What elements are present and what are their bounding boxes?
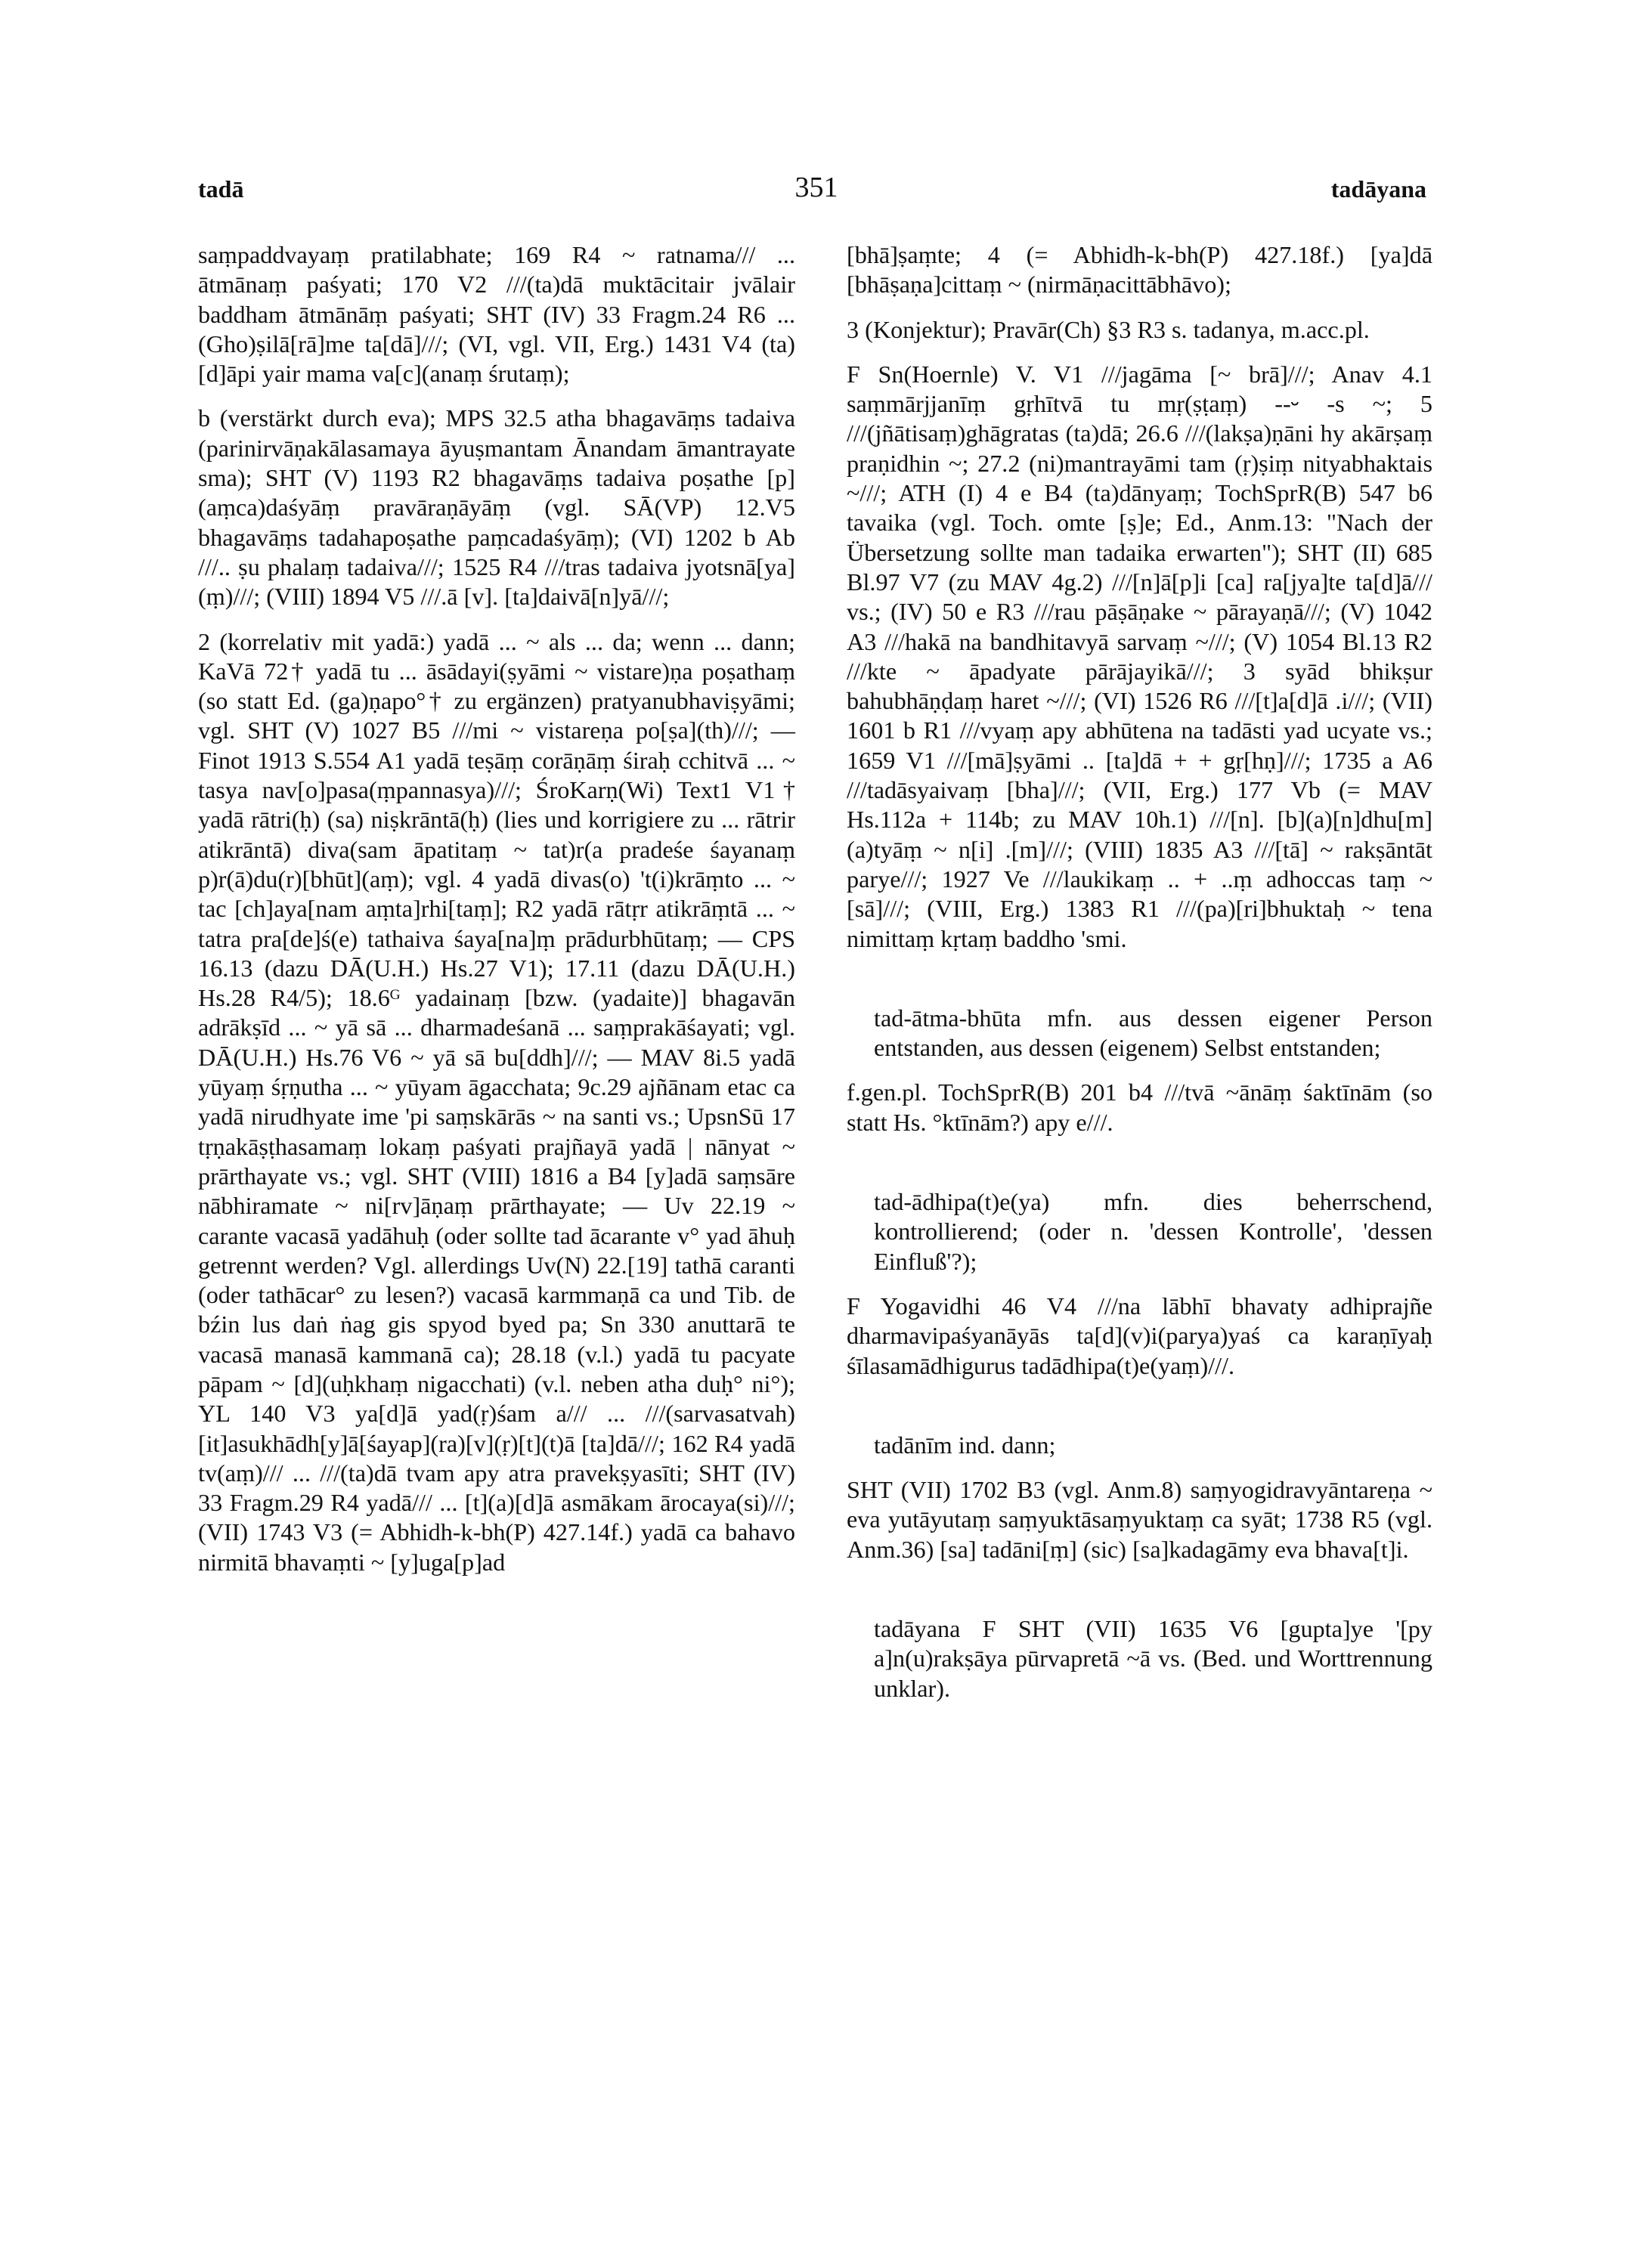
right-column (847, 240, 1432, 1703)
entry-paragraph: SHT (VII) 1702 B3 (vgl. Anm.8) saṃyogidravyāntareṇa ~ eva yutāyutaṃ saṃyuktāsaṃyuktaṃ ca syāt; 1738 R5 (vgl. Anm.36) [sa] tadāni[ṃ] (sic) [sa]kadagāmy eva bhava[t]i. (847, 1476, 1432, 1563)
lemma-entry: tadānīm ind. dann; (874, 1431, 1056, 1459)
entry-paragraph: F Sn(Hoernle) V. V1 ///jagāma [~ brā]///; Anav 4.1 saṃmārjjanīṃ gṛhītvā tu mṛ(ṣṭaṃ) --⏑ -s ~; 5 ///(jñātisaṃ)ghāgratas (ta)dā; 26.6 ///(lakṣa)ṇāni hy akārṣaṃ praṇidhin ~; 27.2 (ni)mantrayāmi tam (ṛ)ṣiṃ nityabhaktais ~///; ATH (I) 4 e B4 (ta)dānyaṃ; TochSprR(B) 547 b6 tavaika (vgl. Toch. omte [ṣ]e; Ed., Anm.13: "Nach der Übersetzung sollte man tadaika erwarten"); SHT (II) 685 Bl.97 V7 (zu MAV 4g.2) ///[n]ā[p]i [ca] ra[jya]te ta[d]ā/// vs.; (IV) 50 e R3 ///rau pāṣāṇake ~ pārayaṇā///; (V) 1042 A3 ///hakā na bandhitavyā sarvaṃ ~///; (V) 1054 Bl.13 R2 ///kte ~ āpadyate pārājayikā///; 3 syād bhikṣur bahubhāṇḍaṃ haret ~///; (VI) 1526 R6 ///[t]a[d]ā .i///; (VII) 1601 b R1 ///vyaṃ apy abhūtena na tadāsti yad ucyate vs.; 1659 V1 ///[mā]ṣyāmi .. [ta]dā + + gṛ[hṇ]///; 1735 a A6 ///tadāsyaivaṃ [bha]///; (VII, Erg.) 177 Vb (= MAV Hs.112a + 114b; zu MAV 10h.1) ///[n]. [b](a)[n]dhu[m](a)tyāṃ ~ n[i] .[m]///; (VIII) 1835 A3 ///[tā] ~ rakṣāntāt parye///; 1927 Ve ///laukikaṃ .. + ..ṃ adhoccas taṃ ~ [sā]///; (VIII, Erg.) 1383 R1 ///(pa)[ri]bhuktaḥ ~ tena nimittaṃ kṛtaṃ baddho 'smi. (847, 360, 1432, 952)
lemma-entry: tad-ātma-bhūta mfn. aus dessen eigener Person entstanden, aus dessen (eigenem) Selbst entstanden; (874, 1004, 1432, 1062)
running-head-left: tadā (198, 175, 244, 203)
entry-paragraph: [bhā]ṣaṃte; 4 (= Abhidh-k-bh(P) 427.18f.) [ya]dā [bhāṣaṇa]cittaṃ ~ (nirmāṇacittābhāvo); (847, 241, 1432, 299)
lemma-entry: tadāyana F SHT (VII) 1635 V6 [gupta]ye '[py a]n(u)rakṣāya pūrvapretā ~ā vs. (Bed. und Worttrennung unklar). (874, 1614, 1432, 1702)
lemma-entry: tad-ādhipa(t)e(ya) mfn. dies beherrschend, kontrollierend; (oder n. 'dessen Kontrolle', 'dessen Einfluß'?); (874, 1188, 1432, 1275)
entry-paragraph: b (verstärkt durch eva); MPS 32.5 atha bhagavāṃs tadaiva (parinirvāṇakālasamaya āyuṣmantam Ānandam āmantrayate sma); SHT (V) 1193 R2 bhagavāṃs tadaiva poṣathe [p](aṃca)daśyāṃ pravāraṇāyāṃ (vgl. SĀ(VP) 12.V5 bhagavāṃs tadahapoṣathe paṃcadaśyāṃ); (VI) 1202 b Ab ///.. ṣu phalaṃ tadaiva///; 1525 R4 ///tras tadaiva jyotsnā[ya](ṃ)///; (VIII) 1894 V5 ///.ā [v]. [ta]daivā[n]yā///; (198, 404, 795, 611)
entry-paragraph: 2 (korrelativ mit yadā:) yadā ... ~ als ... da; wenn ... dann; KaVā 72† yadā tu ... āsādayi(ṣyāmi ~ vistare)ṇa poṣathaṃ (so statt Ed. (ga)ṇapo°† zu ergänzen) pratyanubhaviṣyāmi; vgl. SHT (V) 1027 B5 ///mi ~ vistareṇa po[ṣa](th)///; — Finot 1913 S.554 A1 yadā teṣāṃ corāṇāṃ śiraḥ cchitvā ... ~ tasya nav[o]pasa(ṃpannasya)///; ŚroKarṇ(Wi) Text1 V1† yadā rātri(ḥ) (sa) niṣkrāntā(ḥ) (lies und korrigiere zu ... rātrir atikrāntā) diva(sam āpatitaṃ ~ tat)r(a pradeśe śayanaṃ p)r(ā)du(r)[bhūt](aṃ); vgl. 4 yadā divas(o) 't(i)krāṃto ... ~ tac [ch]aya[nam aṃta]rhi[taṃ]; R2 yadā rātṛr atikrāṃtā ... ~ tatra pra[de]ś(e) tathaiva śaya[na]ṃ prādurbhūtaṃ; — CPS 16.13 (dazu DĀ(U.H.) Hs.27 V1); 17.11 (dazu DĀ(U.H.) Hs.28 R4/5); 18.6ᴳ yadainaṃ [bzw. (yadaite)] bhagavān adrākṣīd ... ~ yā sā ... dharmadeśanā ... saṃprakāśayati; vgl. DĀ(U.H.) Hs.76 V6 ~ yā sā bu[ddh]///; — MAV 8i.5 yadā yūyaṃ śṛṇutha ... ~ yūyam āgacchata; 9c.29 ajñānam etac ca yadā nirudhyate ime 'pi saṃskārās ~ na santi vs.; UpsnSū 17 tṛṇakāṣṭhasamaṃ lokaṃ paśyati prajñayā yadā | nānyat ~ prārthayate vs.; vgl. SHT (VIII) 1816 a B4 [y]adā saṃsāre nābhiramate ~ ni[rv]āṇaṃ prārthayate; — Uv 22.19 ~ carante vacasā yadāhuḥ (oder sollte tad ācarante v° yad āhuḥ getrennt werden? Vgl. allerdings Uv(N) 22.[19] tathā caranti (oder tathācar° zu lesen?) vacasā karmmaṇā ca und Tib. de bźin lus daṅ ṅag gis spyod byed pa; Sn 330 anuttarā te vacasā manasā kammanā ca); 28.18 (v.l.) yadā tu pacyate pāpam ~ [d](uḥkhaṃ nigacchati) (v.l. neben atha duḥ° ni°); YL 140 V3 ya[d]ā yad(ṛ)śam a/// ... ///(sarvasatvah)[it]asukhādh[y]ā[śayap](ra)[v](ṛ)[t](t)ā [ta]dā///; 162 R4 yadā tv(aṃ)/// ... ///(ta)dā tvam apy atra pravekṣyasīti; SHT (IV) 33 Fragm.29 R4 yadā/// ... [t](a)[d]ā asmākam ārocaya(si)///; (VII) 1743 V3 (= Abhidh-k-bh(P) 427.14f.) yadā ca bahavo nirmitā bhavaṃti ~ [y]uga[p]ad (198, 627, 795, 1576)
entry-paragraph: saṃpaddvayaṃ pratilabhate; 169 R4 ~ ratnama/// ... ātmānaṃ paśyati; 170 V2 ///(ta)dā muktācitair jvālair baddham ātmānāṃ paśyati; SHT (IV) 33 Fragm.24 R6 ... (Gho)ṣilā[rā]me ta[dā]///; (VI, vgl. VII, Erg.) 1431 V4 (ta)[d]āpi yair mama va[c](anaṃ śrutaṃ); (198, 241, 795, 388)
page-number: 351 (794, 172, 838, 203)
entry-paragraph: 3 (Konjektur); Pravār(Ch) §3 R3 s. tadanya, m.acc.pl. (847, 315, 1370, 343)
entry-paragraph: f.gen.pl. TochSprR(B) 201 b4 ///tvā ~ānāṃ śaktīnām (so statt Hs. °ktīnām?) apy e///. (847, 1078, 1432, 1136)
running-head-right: tadāyana (1330, 175, 1426, 203)
entry-paragraph: F Yogavidhi 46 V4 ///na lābhī bhavaty adhiprajñe dharmavipaśyanāyās ta[d](v)i(parya)yaś ca karaṇīyaḥ śīlasamādhigurus tadādhipa(t)e(yaṃ)///. (847, 1292, 1432, 1379)
left-column (198, 240, 795, 1577)
